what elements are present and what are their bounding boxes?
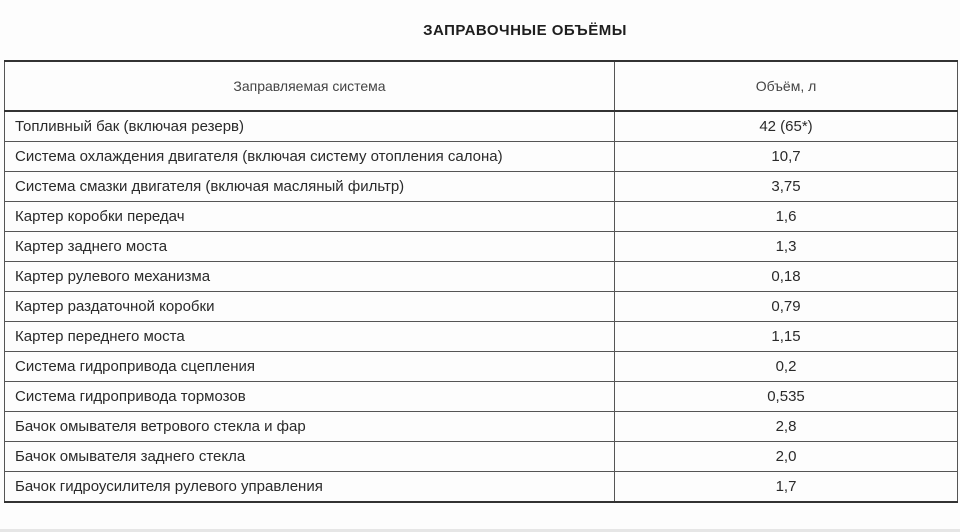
system-name-cell: Картер заднего моста bbox=[5, 232, 615, 262]
system-name-cell: Картер рулевого механизма bbox=[5, 262, 615, 292]
volume-cell: 2,0 bbox=[615, 442, 958, 472]
volume-cell: 0,79 bbox=[615, 292, 958, 322]
table-row bbox=[5, 382, 958, 412]
capacity-table bbox=[4, 60, 958, 503]
volume-cell: 1,15 bbox=[615, 322, 958, 352]
volume-cell: 0,2 bbox=[615, 352, 958, 382]
table-row bbox=[5, 142, 958, 172]
system-name-cell: Система гидропривода сцепления bbox=[5, 352, 615, 382]
system-name-cell: Бачок омывателя заднего стекла bbox=[5, 442, 615, 472]
table-row bbox=[5, 322, 958, 352]
system-name-cell: Картер коробки передач bbox=[5, 202, 615, 232]
system-name-cell: Система смазки двигателя (включая масляный фильтр) bbox=[5, 172, 615, 202]
table-row bbox=[5, 172, 958, 202]
volume-cell: 42 (65*) bbox=[615, 111, 958, 142]
volume-cell: 3,75 bbox=[615, 172, 958, 202]
table-row bbox=[5, 352, 958, 382]
table-body bbox=[5, 111, 958, 502]
table-row bbox=[5, 202, 958, 232]
system-name-cell: Бачок омывателя ветрового стекла и фар bbox=[5, 412, 615, 442]
system-name-cell: Картер раздаточной коробки bbox=[5, 292, 615, 322]
table-header-row bbox=[5, 61, 958, 111]
system-name-cell: Система охлаждения двигателя (включая систему отопления салона) bbox=[5, 142, 615, 172]
column-header-volume: Объём, л bbox=[615, 61, 958, 111]
volume-cell: 2,8 bbox=[615, 412, 958, 442]
volume-cell: 1,7 bbox=[615, 472, 958, 503]
volume-cell: 0,18 bbox=[615, 262, 958, 292]
volume-cell: 1,3 bbox=[615, 232, 958, 262]
table-row bbox=[5, 111, 958, 142]
table-row bbox=[5, 262, 958, 292]
system-name-cell: Топливный бак (включая резерв) bbox=[5, 111, 615, 142]
system-name-cell: Бачок гидроусилителя рулевого управления bbox=[5, 472, 615, 503]
system-name-cell: Картер переднего моста bbox=[5, 322, 615, 352]
volume-cell: 1,6 bbox=[615, 202, 958, 232]
volume-cell: 10,7 bbox=[615, 142, 958, 172]
table-row bbox=[5, 472, 958, 503]
page-title: ЗАПРАВОЧНЫЕ ОБЪЁМЫ bbox=[423, 22, 627, 39]
column-header-system: Заправляемая система bbox=[5, 61, 615, 111]
table-row bbox=[5, 232, 958, 262]
table-row bbox=[5, 442, 958, 472]
table-row bbox=[5, 292, 958, 322]
system-name-cell: Система гидропривода тормозов bbox=[5, 382, 615, 412]
table-row bbox=[5, 412, 958, 442]
volume-cell: 0,535 bbox=[615, 382, 958, 412]
